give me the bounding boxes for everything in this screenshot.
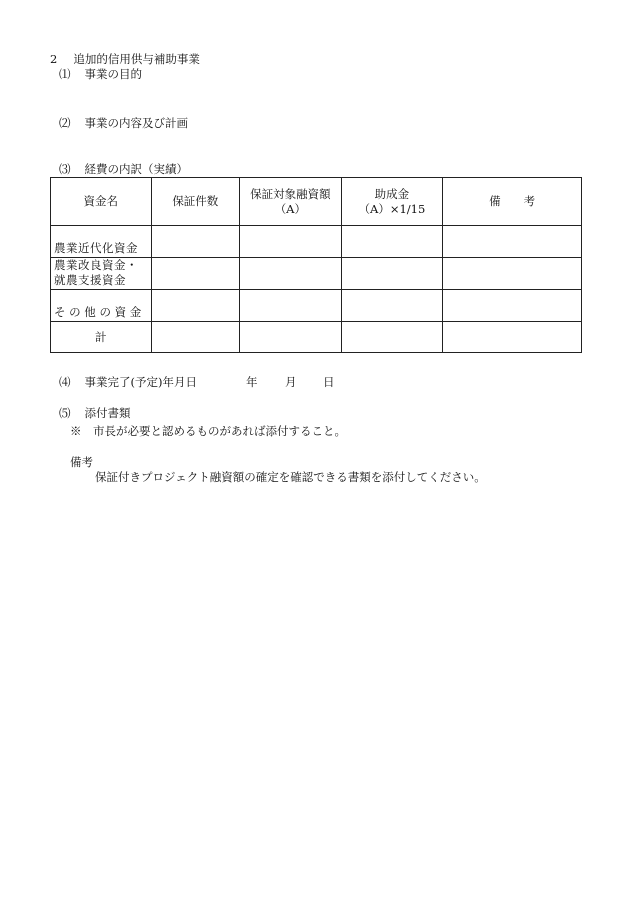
section-number: 2 <box>50 52 58 66</box>
table-cell[interactable] <box>151 322 240 353</box>
table-cell[interactable] <box>151 290 240 322</box>
header-remarks <box>443 178 582 226</box>
item-cost-breakdown <box>59 162 188 176</box>
row-label-text: 就農支援資金 <box>54 273 126 287</box>
header-subsidy <box>341 178 443 226</box>
table-cell[interactable] <box>341 290 443 322</box>
table-cell[interactable] <box>240 258 342 290</box>
table-cell[interactable] <box>341 322 443 353</box>
total-label <box>51 322 152 353</box>
remarks-text: 保証付きプロジェクト融資額の確定を確認できる書類を添付してください。 <box>95 470 486 484</box>
item-number: ⑴ <box>59 67 71 81</box>
item-label: 添付書類 <box>84 406 131 420</box>
item-number: ⑸ <box>59 406 71 420</box>
date-day-label: 日 <box>323 375 335 389</box>
date-month-label: 月 <box>285 375 297 389</box>
section-title: 追加的信用供与補助事業 <box>73 52 200 66</box>
remarks-label: 備考 <box>70 455 93 469</box>
table-cell[interactable] <box>443 322 582 353</box>
item-label: 事業の内容及び計画 <box>84 116 188 130</box>
item-number: ⑵ <box>59 116 71 130</box>
table-row-total <box>51 322 582 353</box>
header-text: 助成金 <box>374 186 410 201</box>
row-label <box>51 290 152 322</box>
item-content-plan <box>59 116 188 130</box>
item-label: 経費の内訳（実績） <box>84 162 188 176</box>
table-cell[interactable] <box>341 226 443 258</box>
header-text: 保証対象融資額 <box>250 186 331 201</box>
table-header-row <box>51 178 582 226</box>
item-number: ⑶ <box>59 162 71 176</box>
table-cell[interactable] <box>443 258 582 290</box>
header-subtext: （A） <box>274 201 306 216</box>
row-label-text: 農業改良資金・ <box>54 258 138 272</box>
date-year-label: 年 <box>246 375 258 389</box>
header-text: 備 考 <box>489 194 536 208</box>
row-label <box>51 258 152 290</box>
item-purpose <box>59 67 142 81</box>
row-label-text: 農業近代化資金 <box>54 241 138 255</box>
cost-breakdown-table <box>50 177 582 353</box>
header-guarantee-count <box>151 178 240 226</box>
item-completion-date <box>59 375 197 389</box>
header-fund-name <box>51 178 152 226</box>
row-label-text: そ の 他 の 資 金 <box>54 305 142 319</box>
table-cell[interactable] <box>341 258 443 290</box>
total-label-text: 計 <box>95 329 107 344</box>
item-attachments <box>59 406 131 420</box>
item-number: ⑷ <box>59 375 71 389</box>
item-label: 事業の目的 <box>84 67 142 81</box>
table-cell[interactable] <box>443 290 582 322</box>
table-cell[interactable] <box>151 226 240 258</box>
item-label: 事業完了(予定)年月日 <box>84 375 197 389</box>
table-cell[interactable] <box>240 226 342 258</box>
table-cell[interactable] <box>240 290 342 322</box>
header-subtext: （A）×1/15 <box>358 201 426 216</box>
header-text: 保証件数 <box>172 194 219 208</box>
table-row <box>51 290 582 322</box>
header-guaranteed-loan-amount <box>240 178 342 226</box>
section-heading <box>50 52 200 66</box>
header-text: 資金名 <box>83 194 119 208</box>
table-row <box>51 258 582 290</box>
attachment-note: ※ 市長が必要と認めるものがあれば添付すること。 <box>70 424 346 438</box>
table-cell[interactable] <box>151 258 240 290</box>
table-cell[interactable] <box>443 226 582 258</box>
table-row <box>51 226 582 258</box>
table-cell[interactable] <box>240 322 342 353</box>
row-label <box>51 226 152 258</box>
